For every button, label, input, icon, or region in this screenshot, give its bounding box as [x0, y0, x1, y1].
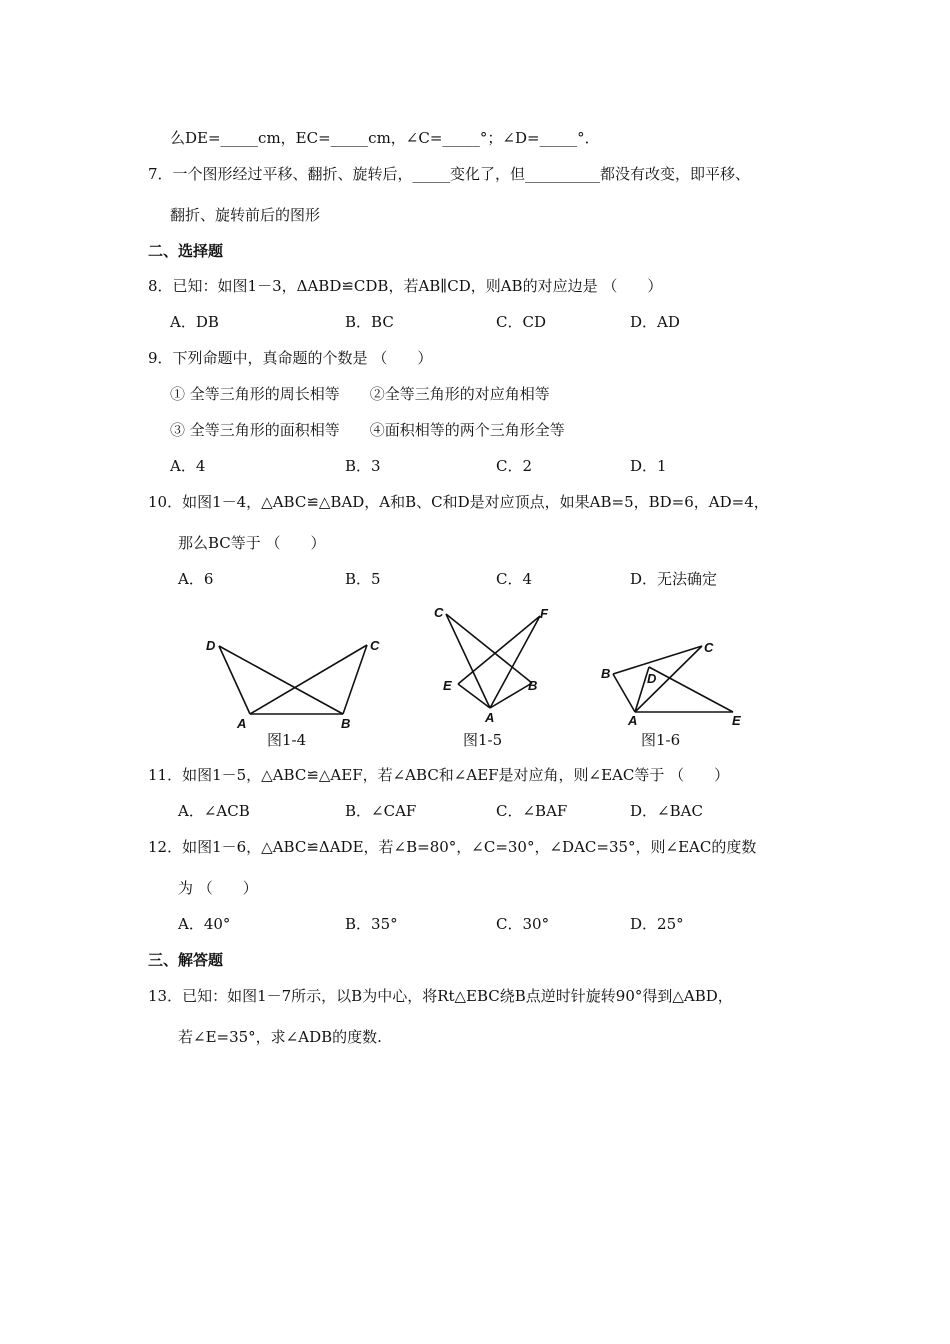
fig14-label-a: A [237, 716, 247, 730]
q10-line2: 那么BC等于 （ ） [178, 534, 326, 552]
figure-1-6-caption: 图1-6 [641, 731, 681, 749]
q10-option-d: D．无法确定 [630, 570, 718, 588]
q12-option-b: B．35° [345, 915, 398, 933]
fig14-label-b: B [341, 716, 351, 730]
q11-option-d: D．∠BAC [630, 802, 703, 820]
q9-statements-1: ① 全等三角形的周长相等 ②全等三角形的对应角相等 [170, 385, 550, 403]
fig16-label-a: A [628, 713, 638, 728]
figure-1-6 [598, 632, 758, 728]
figure-1-5 [430, 600, 570, 728]
fig15-label-e: E [443, 678, 452, 693]
q12-line1: 12．如图1－6，△ABC≌ΔADE，若∠B=80°，∠C=30°，∠DAC=35°，则∠EAC的度数 [148, 838, 757, 856]
q12-option-c: C．30° [496, 915, 550, 933]
q11-stem: 11．如图1－5，△ABC≌△AEF，若∠ABC和∠AEF是对应角，则∠EAC等于 （ ） [148, 766, 730, 784]
fig15-label-a: A [485, 710, 495, 725]
fig16-label-b: B [601, 666, 611, 681]
q8-option-c: C．CD [496, 313, 546, 331]
q11-option-c: C．∠BAF [496, 802, 568, 820]
q13-line2: 若∠E=35°，求∠ADB的度数. [178, 1028, 382, 1046]
q8-option-a: A．DB [170, 313, 219, 331]
fig16-label-d: D [647, 671, 657, 686]
fig15-label-f: F [540, 606, 548, 621]
q7-line2: 翻折、旋转前后的图形 [170, 206, 321, 224]
fig15-label-b: B [528, 678, 538, 693]
q10-option-a: A．6 [178, 570, 214, 588]
fig15-label-c: C [434, 605, 444, 620]
q11-option-b: B．∠CAF [345, 802, 417, 820]
fig14-label-c: C [370, 638, 380, 653]
q10-option-b: B．5 [345, 570, 381, 588]
section-answer-title: 三、解答题 [148, 951, 224, 969]
q9-option-d: D．1 [630, 457, 667, 475]
q8-option-b: B．BC [345, 313, 394, 331]
q11-option-a: A．∠ACB [178, 802, 250, 820]
q7-line1: 7．一个图形经过平移、翻折、旋转后，_____变化了，但__________都没有改变，即平移、 [148, 165, 751, 183]
q8-option-d: D．AD [630, 313, 680, 331]
figure-1-5-caption: 图1-5 [463, 731, 503, 749]
q10-option-c: C．4 [496, 570, 533, 588]
section-choice-title: 二、选择题 [148, 242, 224, 260]
q8-stem: 8．已知：如图1－3，ΔABD≌CDB，若AB∥CD，则AB的对应边是 （ ） [148, 277, 663, 295]
q9-option-b: B．3 [345, 457, 381, 475]
q10-line1: 10．如图1－4，△ABC≌△BAD，A和B、C和D是对应顶点，如果AB=5，BD=6，AD=4， [148, 493, 769, 511]
figure-1-4 [195, 630, 395, 730]
fig16-label-e: E [732, 713, 741, 728]
q9-option-a: A．4 [170, 457, 206, 475]
q12-line2: 为 （ ） [178, 879, 258, 897]
q13-line1: 13．已知：如图1－7所示，以B为中心，将Rt△EBC绕B点逆时针旋转90°得到△ABD， [148, 987, 733, 1005]
figure-1-4-caption: 图1-4 [267, 731, 307, 749]
fig16-label-c: C [704, 640, 714, 655]
q12-option-d: D．25° [630, 915, 684, 933]
q6-continuation: 么DE=_____cm，EC=_____cm，∠C=_____°；∠D=_____°． [170, 129, 600, 147]
q9-statements-2: ③ 全等三角形的面积相等 ④面积相等的两个三角形全等 [170, 421, 565, 439]
q9-stem: 9．下列命题中，真命题的个数是 （ ） [148, 349, 433, 367]
q9-option-c: C．2 [496, 457, 533, 475]
fig14-label-d: D [206, 638, 216, 653]
q12-option-a: A．40° [178, 915, 231, 933]
